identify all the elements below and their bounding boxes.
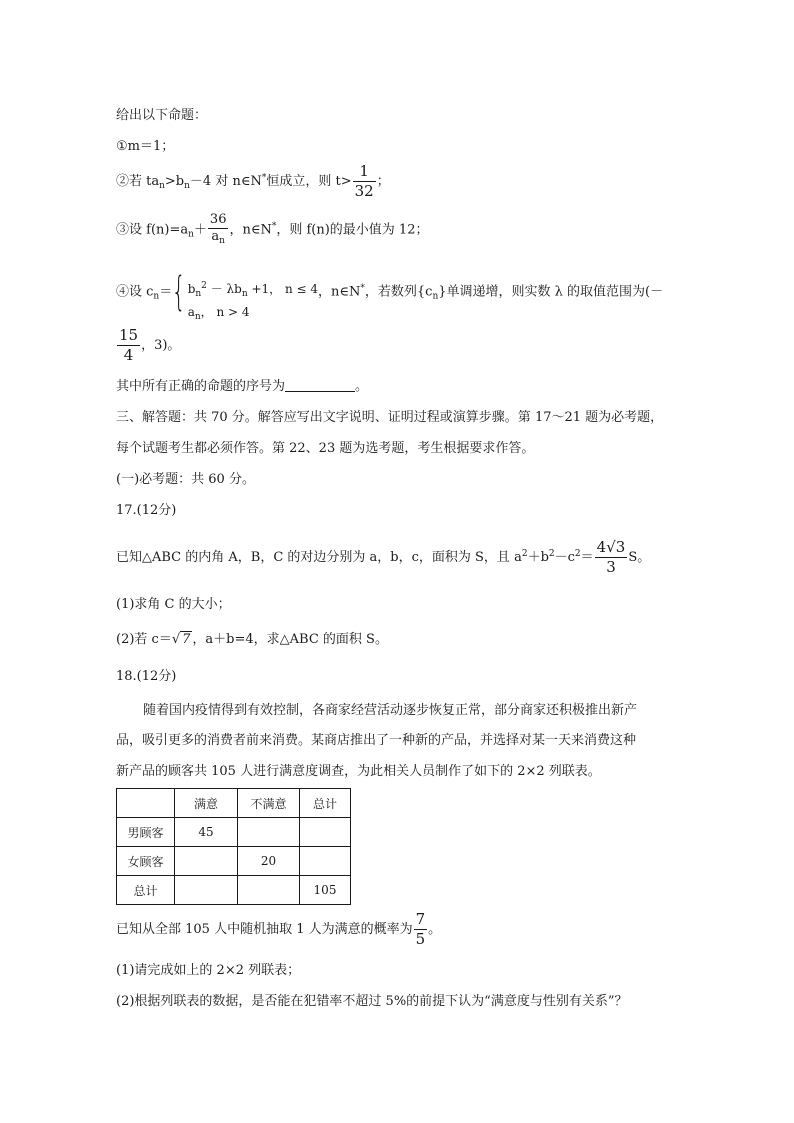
table-cell: 105: [300, 876, 351, 905]
question-17-part-1: (1)求角 C 的大小；: [116, 597, 231, 612]
question-18-paragraph-3: 新产品的顾客共 105 人进行满意度调查，为此相关人员制作了如下的 2×2 列联表。: [116, 764, 601, 779]
sqrt-7: √ 7: [171, 632, 191, 647]
table-header-cell: 总计: [300, 789, 351, 818]
table-cell: [175, 847, 238, 876]
table-header-cell: 满意: [175, 789, 238, 818]
table-cell: 20: [238, 847, 300, 876]
table-cell: 总计: [117, 876, 175, 905]
question-18-probability: 已知从全部 105 人中随机抽取 1 人为满意的概率为 $\frac{7}{5}$ 。: [116, 910, 442, 948]
question-18-paragraph-2: 品，吸引更多的消费者前来消费。某商店推出了一种新的产品，并选择对某一天来消费这种: [116, 733, 637, 748]
table-cell: [300, 818, 351, 847]
section-3-line-1: 三、解答题：共 70 分。解答应写出文字说明、证明过程或演算步骤。第 17～21 题为必考题，: [116, 410, 664, 425]
table-cell: [300, 847, 351, 876]
table-row: [117, 847, 351, 876]
fraction-4sqrt3-3: $\frac{4√3}{3}$: [596, 538, 626, 576]
proposition-2: ②若 $ta_n>b_n-4$ 对 n∈N*恒成立，则 t> $\frac{1}{32}$ ；: [116, 162, 390, 200]
table-cell: 女顾客: [117, 847, 175, 876]
answer-blank[interactable]: [285, 379, 355, 392]
table-row: [117, 876, 351, 905]
question-17-heading: 17.(12分): [116, 503, 177, 518]
fraction-7-5: $\frac{7}{5}$: [415, 910, 426, 948]
table-row: [117, 818, 351, 847]
section-3-line-2: 每个试题考生都必须作答。第 22、23 题为选考题，考生根据要求作答。: [116, 441, 535, 456]
question-17-statement: 已知△ABC 的内角 A，B，C 的对边分别为 a，b，c，面积为 S，且 $a^2+b^2-c^2=$ $\frac{4√3}{3}$ S。: [116, 538, 651, 576]
table-cell: [175, 876, 238, 905]
question-18-part-1: (1)请完成如上的 2×2 列联表；: [116, 963, 301, 978]
contingency-table: [116, 788, 351, 905]
proposition-1: ①m＝1；: [116, 139, 175, 154]
required-section-heading: (一)必考题：共 60 分。: [116, 472, 255, 487]
table-cell: 45: [175, 818, 238, 847]
proposition-4-continued: $\frac{15}{4}$ ，3)。: [119, 326, 181, 364]
table-header-row: [117, 789, 351, 818]
answer-prompt: 其中所有正确的命题的序号为 。: [116, 379, 369, 394]
table-cell: [238, 818, 300, 847]
table-header-cell: 不满意: [238, 789, 300, 818]
proposition-3: ③设 $f(n)=a_n+$ $\frac{36}{a_n}$ ，n∈N*，则 f(n)的最小值为 12；: [116, 212, 429, 247]
question-18-heading: 18.(12分): [116, 669, 177, 684]
intro-text: 给出以下命题：: [116, 108, 208, 123]
fraction-36-an: $\frac{36}{a_n}$: [209, 212, 227, 247]
question-18-paragraph-1: 随着国内疫情得到有效控制，各商家经营活动逐步恢复正常，部分商家还积极推出新产: [143, 703, 638, 718]
question-17-part-2: (2)若 c＝√ 7 ，a＋b=4，求△ABC 的面积 S。: [116, 632, 388, 647]
table-cell: [238, 876, 300, 905]
piecewise-definition: { $b_n^2 - \lambda b_n +1$， n ≤ 4 $a_n$， n > 4: [171, 269, 318, 322]
proposition-4: ④设 $c_n=${ $b_n^2 - \lambda b_n +1$， n ≤ 4 $a_n$， n > 4 ，n∈N*，若数列$\{c_n\}$单调递增，则实数 λ 的取值范围为(－: [116, 269, 664, 322]
table-header-cell: [117, 789, 175, 818]
table-cell: 男顾客: [117, 818, 175, 847]
fraction-1-32: $\frac{1}{32}$: [354, 162, 374, 200]
fraction-15-4: $\frac{15}{4}$: [119, 326, 139, 364]
question-18-part-2: (2)根据列联表的数据，是否能在犯错率不超过 5%的前提下认为“满意度与性别有关系”？: [116, 994, 628, 1009]
